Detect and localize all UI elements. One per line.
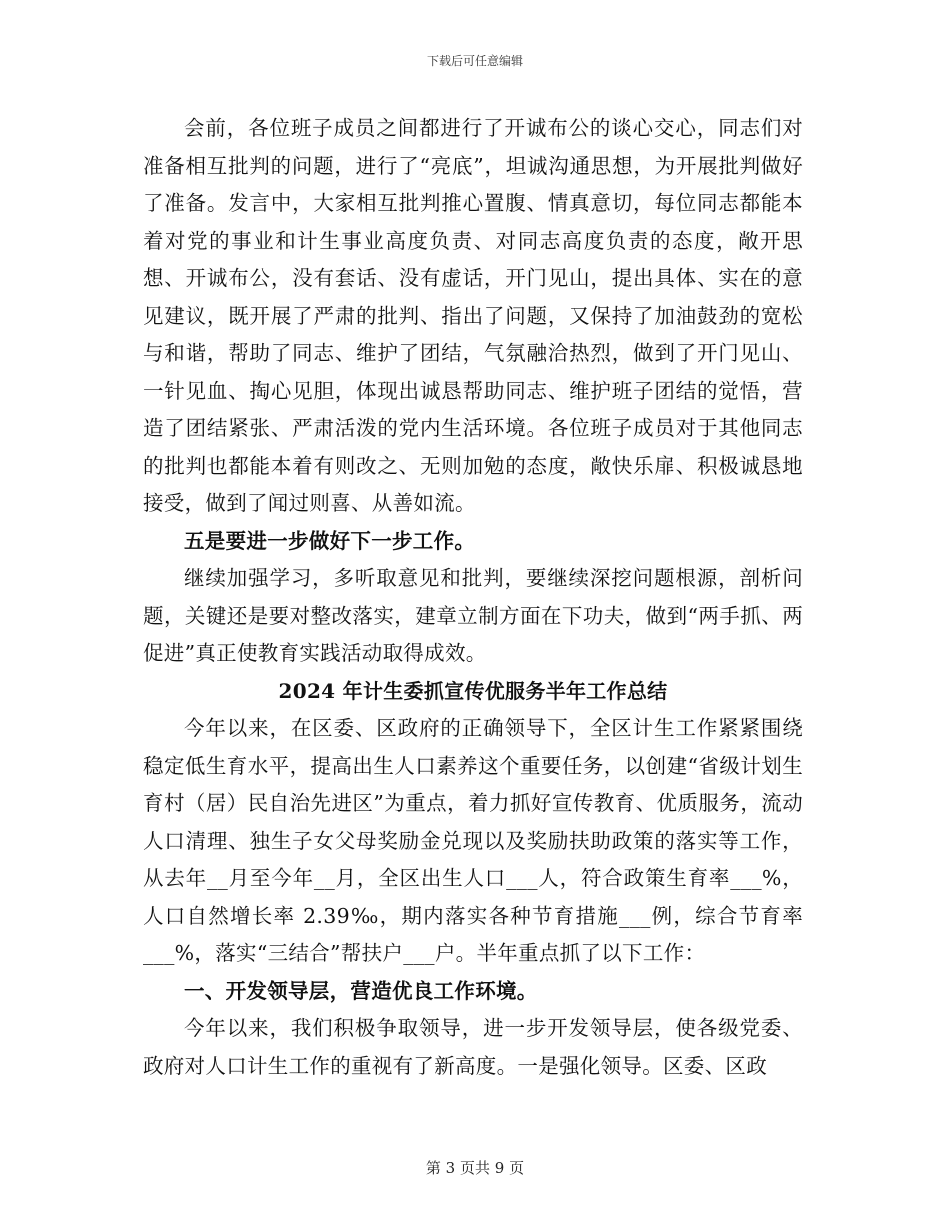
section-heading: 五是要进一步做好下一步工作。 bbox=[184, 528, 476, 553]
paragraph: 继续加强学习，多听取意见和批判，要继续深挖问题根源，剖析问题，关键还是要对整改落实，建章立制方面在下功夫，做到“两手抓、两促进”真正使教育实践活动取得成效。 bbox=[143, 566, 803, 665]
page-footer: 第 3 页共 9 页 bbox=[425, 1159, 525, 1177]
paragraph: 会前，各位班子成员之间都进行了开诚布公的谈心交心，同志们对准备相互批判的问题，进行了“亮底”，坦诚沟通思想，为开展批判做好了准备。发言中，大家相互批判推心置腹、情真意切，每位同志都能本着对党的事业和计生事业高度负责、对同志高度负责的态度，敞开思想、开诚布公，没有套话、没有虚话，开门见山，提出具体、实在的意见建议，既开展了严肃的批判、指出了问题，又保持了加油鼓劲的宽松与和谐，帮助了同志、维护了团结，气氛融洽热烈，做到了开门见山、一针见血、掏心见胆，体现出诚恳帮助同志、维护班子团结的觉悟，营造了团结紧张、严肃活泼的党内生活环境。各位班子成员对于其他同志的批判也都能本着有则改之、无则加勉的态度，敞快乐扉、积极诚恳地接受，做到了闻过则喜、从善如流。 bbox=[143, 116, 803, 515]
document-title: 2024 年计生委抓宣传优服务半年工作总结 bbox=[278, 678, 668, 703]
paragraph: 今年以来，我们积极争取领导，进一步开发领导层，使各级党委、政府对人口计生工作的重视有了新高度。一是强化领导。区委、区政 bbox=[143, 1016, 803, 1078]
page-header: 下载后可任意编辑 bbox=[426, 54, 523, 68]
document-body bbox=[143, 110, 803, 1085]
section-heading: 一、开发领导层，营造优良工作环境。 bbox=[184, 978, 538, 1003]
paragraph: 今年以来，在区委、区政府的正确领导下，全区计生工作紧紧围绕稳定低生育水平，提高出生人口素养这个重要任务，以创建“省级计划生育村（居）民自治先进区”为重点，着力抓好宣传教育、优质服务，流动人口清理、独生子女父母奖励金兑现以及奖励扶助政策的落实等工作，从去年__月至今年__月，全区出生人口___人，符合政策生育率___%，人口自然增长率 2.39‰，期内落实各种节育措施___例，综合节育率___%，落实“三结合”帮扶户___户。半年重点抓了以下工作： bbox=[143, 716, 803, 965]
